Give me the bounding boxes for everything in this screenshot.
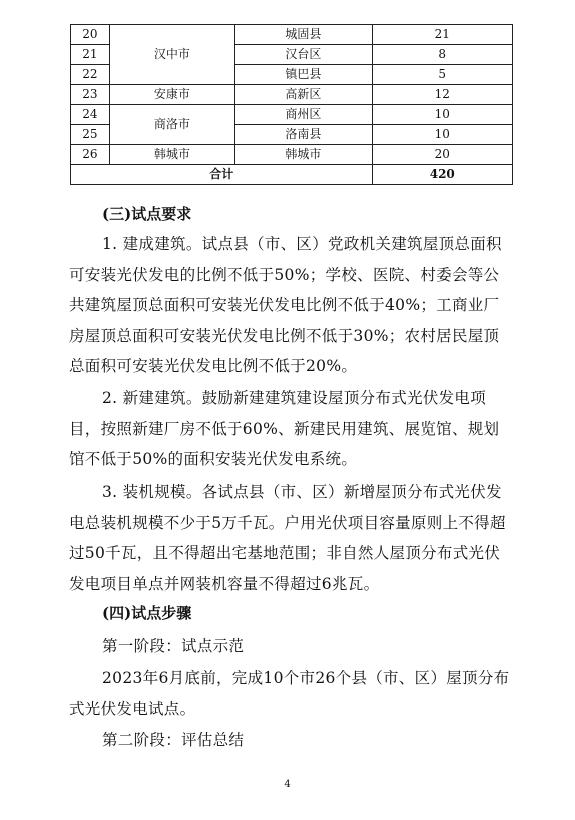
- county-cell: 韩城市: [235, 145, 372, 165]
- row-number: 25: [71, 125, 110, 145]
- row-number: 24: [71, 105, 110, 125]
- stage-one-title: 第一阶段：试点示范: [102, 637, 245, 655]
- paragraph-new-buildings: 2. 新建建筑。鼓励新建建筑建设屋顶分布式光伏发电项目，按照新建厂房不低于60%、新建民用建筑、展览馆、规划馆不低于50%的面积安装光伏发电系统。: [69, 389, 500, 468]
- city-cell: 韩城市: [109, 145, 234, 165]
- count-cell: 5: [372, 65, 513, 85]
- city-cell: 安康市: [109, 85, 234, 105]
- county-cell: 城固县: [235, 25, 372, 45]
- row-number: 21: [71, 45, 110, 65]
- county-cell: 洛南县: [235, 125, 372, 145]
- county-cell: 汉台区: [235, 45, 372, 65]
- count-cell: 21: [372, 25, 513, 45]
- section-heading-requirements: (三)试点要求: [102, 205, 192, 223]
- row-number: 22: [71, 65, 110, 85]
- paragraph-installed-capacity: 3. 装机规模。各试点县（市、区）新增屋顶分布式光伏发电总装机规模不少于5万千瓦。户用光伏项目容量原则上不得超过50千瓦，且不得超出宅基地范围；非自然人屋顶分布式光伏发电项目单点并网装机容量不得超过6兆瓦。: [69, 483, 506, 593]
- total-value: 420: [372, 165, 513, 185]
- table-row: [71, 105, 513, 125]
- table-row: [71, 25, 513, 45]
- table-total-row: [71, 165, 513, 185]
- table-row: [71, 145, 513, 165]
- table-row: [71, 85, 513, 105]
- count-cell: 20: [372, 145, 513, 165]
- count-cell: 12: [372, 85, 513, 105]
- paragraph-existing-buildings: 1. 建成建筑。试点县（市、区）党政机关建筑屋顶总面积可安装光伏发电的比例不低于50%；学校、医院、村委会等公共建筑屋顶总面积可安装光伏发电比例不低于40%；工商业厂房屋顶总面积可安装光伏发电比例不低于30%；农村居民屋顶总面积可安装光伏发电比例不低于20%。: [69, 235, 502, 375]
- section-heading-steps: (四)试点步骤: [102, 604, 192, 622]
- count-cell: 10: [372, 105, 513, 125]
- paragraph-stage-one: 2023年6月底前，完成10个市26个县（市、区）屋顶分布式光伏发电试点。: [69, 669, 510, 718]
- total-label: 合计: [71, 165, 373, 185]
- pilot-county-table: [70, 24, 513, 185]
- page-number: 4: [284, 779, 291, 790]
- stage-two-title: 第二阶段：评估总结: [102, 731, 245, 749]
- count-cell: 10: [372, 125, 513, 145]
- county-cell: 商州区: [235, 105, 372, 125]
- city-cell: 商洛市: [109, 105, 234, 145]
- county-cell: 高新区: [235, 85, 372, 105]
- city-cell: 汉中市: [109, 25, 234, 85]
- count-cell: 8: [372, 45, 513, 65]
- row-number: 23: [71, 85, 110, 105]
- row-number: 26: [71, 145, 110, 165]
- county-cell: 镇巴县: [235, 65, 372, 85]
- row-number: 20: [71, 25, 110, 45]
